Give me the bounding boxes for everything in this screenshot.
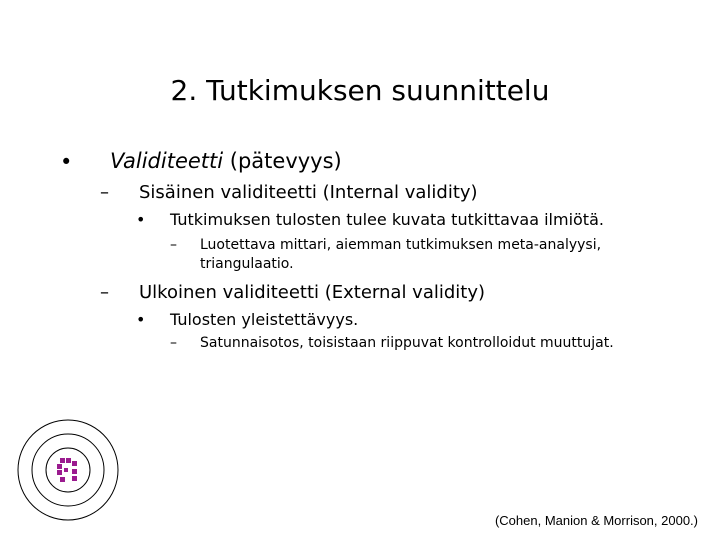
bullet-marker: • [136,210,146,229]
bullet-marker: • [60,150,73,174]
dash-marker: – [170,237,177,253]
dash-marker: – [100,182,109,203]
validiteetti-translation: (pätevyys) [223,149,342,173]
dash-marker: – [100,282,109,303]
bullet-internal-methods-line2: triangulaatio. [200,256,294,272]
logo-icon [57,458,77,482]
dash-marker: – [170,335,177,351]
bullet-internal-methods-line1: Luotettava mittari, aiemman tutkimuksen meta-analyysi, [200,237,602,253]
bullet-marker: • [136,310,146,329]
bullet-external-description: Tulosten yleistettävyys. [170,310,359,329]
slide-title: 2. Tutkimuksen suunnittelu [170,74,550,107]
bullet-internal-description: Tutkimuksen tulosten tulee kuvata tutkittavaa ilmiötä. [170,210,604,229]
citation: (Cohen, Manion & Morrison, 2000.) [494,513,698,528]
bullet-internal-validity: Sisäinen validiteetti (Internal validity) [139,182,478,203]
validiteetti-term: Validiteetti [110,149,224,173]
bullet-external-validity: Ulkoinen validiteetti (External validity) [139,282,486,303]
bullet-external-methods: Satunnaisotos, toisistaan riippuvat kontrolloidut muuttujat. [200,335,614,351]
